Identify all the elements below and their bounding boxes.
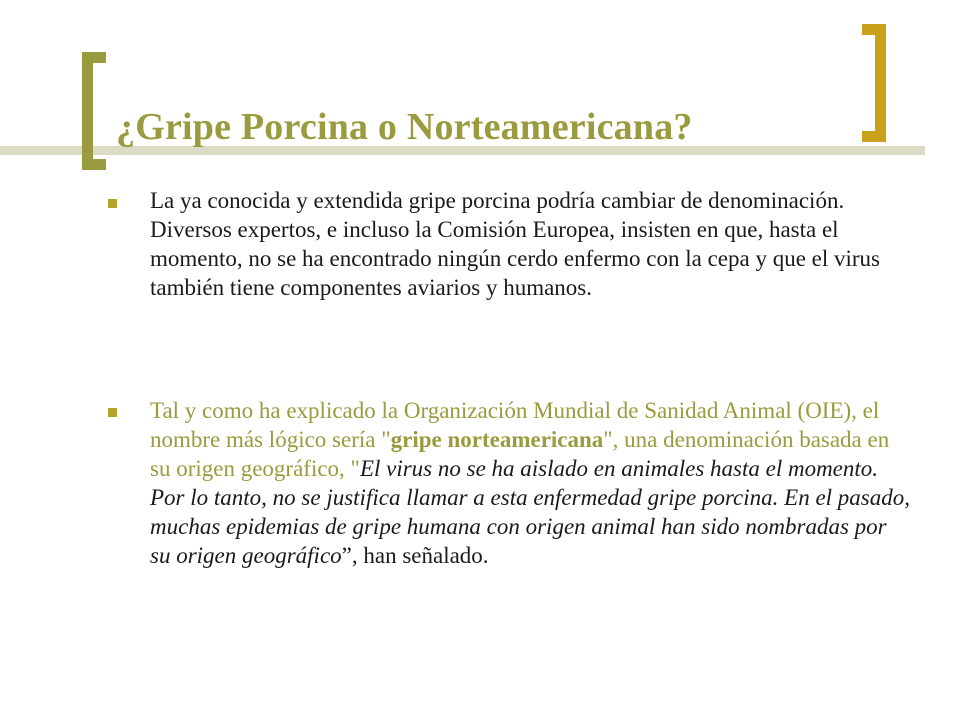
bullet2-part2: ", una denominación basada en su origen geográfico, " [150,427,890,481]
slide-title: ¿Gripe Porcina o Norteamericana? [116,106,693,148]
bullet2-bold: gripe norteamericana [390,427,604,452]
right-bracket-decoration [862,24,886,142]
bullet2-quote: El virus no se ha aislado en animales hasta el momento. Por lo tanto, no se justifica llamar a esta enfermedad gripe porcina. En el pasado, muchas epidemias de gripe humana con origen animal han sido nombradas por su origen geográfico [150,456,910,568]
bullet2-end: . [482,543,489,568]
left-bracket-decoration [82,52,106,170]
bullet-square-icon [108,199,117,208]
bullet-text-1: La ya conocida y extendida gripe porcina podría cambiar de denominación. Diversos expertos, e incluso la Comisión Europea, insisten en que, hasta el momento, no se ha encontrado ningún cerdo enfermo con la cepa y que el virus también tiene componentes aviarios y humanos. [150,188,881,300]
bullet-square-icon [108,408,117,417]
bullet-text-2 [150,396,910,570]
bullet2-part1: Tal y como ha explicado la Organización Mundial de Sanidad Animal (OIE), el nombre más lógico sería " [150,398,880,452]
bullet2-part3: ”, han señalado [341,543,483,568]
